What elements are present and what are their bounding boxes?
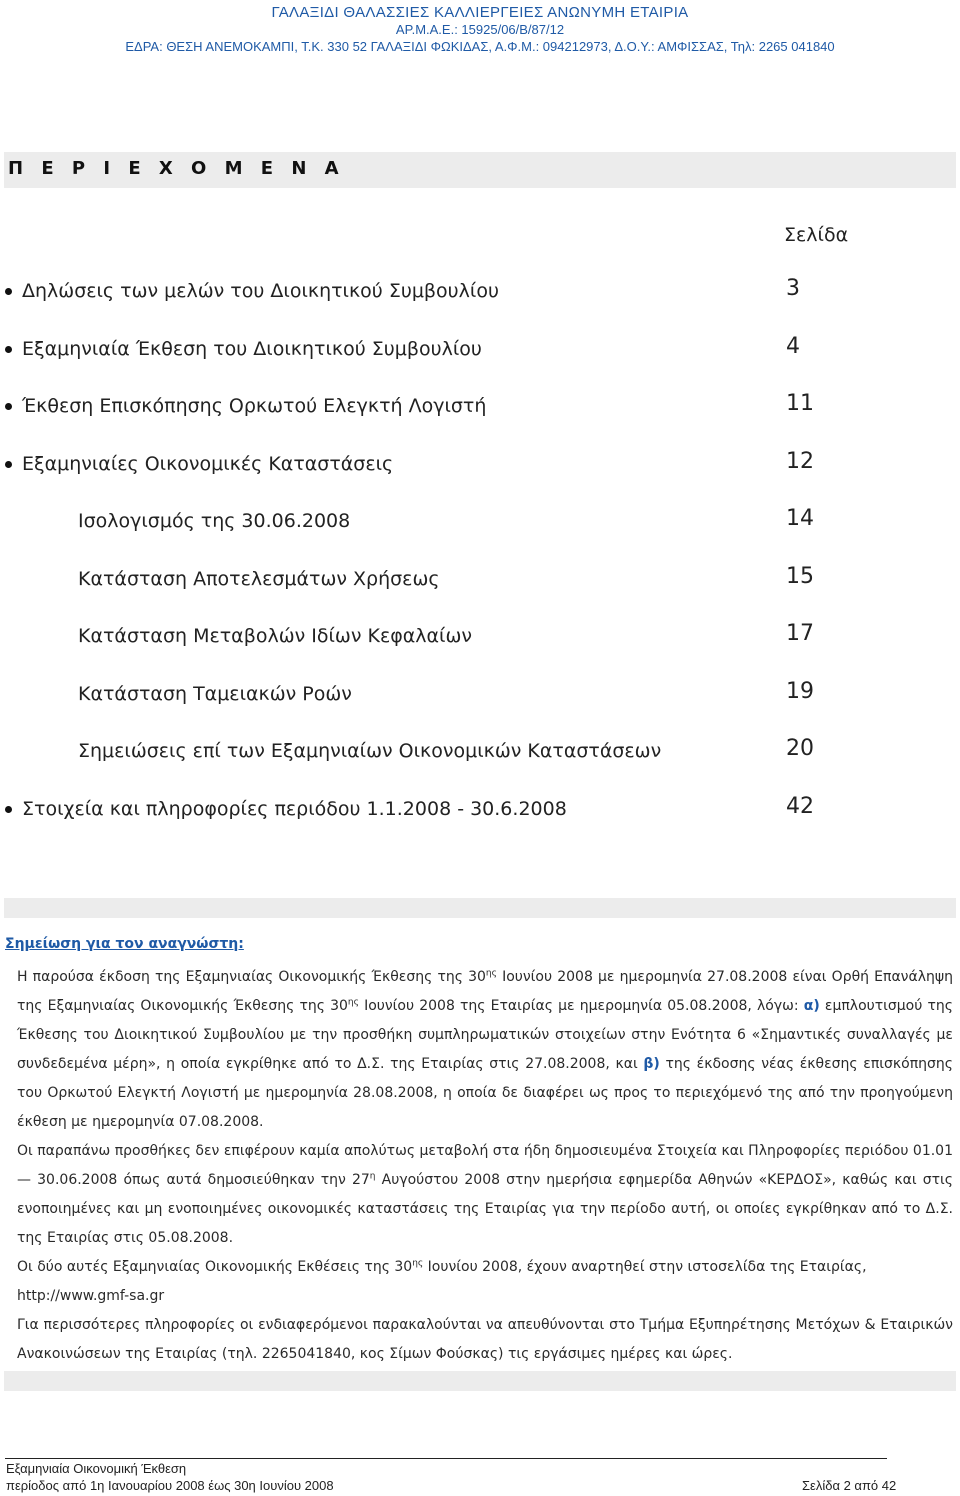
company-address: ΕΔΡΑ: ΘΕΣΗ ΑΝΕΜΟΚΑΜΠΙ, Τ.Κ. 330 52 ΓΑΛΑΞΙΔΙ ΦΩΚΙΔΑΣ, Α.Φ.Μ.: 094212973, Δ.Ο.Υ.: ΑΜΦΙΣΣΑΣ, Τηλ: 2265 041840 xyxy=(125,39,835,54)
toc-item-text: Κατάσταση Αποτελεσμάτων Χρήσεως xyxy=(78,568,440,590)
bullet-icon xyxy=(5,461,12,468)
toc-subitem xyxy=(0,736,960,766)
footer-rule xyxy=(5,1458,887,1459)
toc-item xyxy=(0,276,960,306)
toc-subitem xyxy=(0,506,960,536)
toc-title: Π Ε Ρ Ι Ε Χ Ο Μ Ε Ν Α xyxy=(8,158,345,179)
toc-title-bar xyxy=(4,152,956,188)
toc-subitem xyxy=(0,679,960,709)
note-divider-top xyxy=(4,898,956,918)
note-text: εμπλουτισμού της Έκθεσης του Διοικητικού Συμβουλίου με την προσθήκη συμπληρωματικών στοιχείων στην Ενότητα 6 «Σημαντικές συναλλαγές με συνδεδεμένα μέρη», η οποία εγκρίθηκε από το Δ.Σ. της Εταιρίας στις 27.08.2008, και xyxy=(17,998,954,1072)
toc-item xyxy=(0,794,960,824)
note-marker-alpha: α) xyxy=(803,998,820,1014)
toc-item-page: 14 xyxy=(786,506,814,531)
toc-subitem xyxy=(0,621,960,651)
note-text: Αυγούστου 2008 στην ημερήσια εφημερίδα Αθηνών «ΚΕΡΔΟΣ», καθώς και στις ενοποιημένες και μη ενοποιημένες οικονομικές καταστάσεις της Εταιρίας για την περίοδο αυτή, οι οποίες εγκρίθηκαν από το Δ.Σ. της Εταιρίας στις 05.08.2008. xyxy=(17,1172,953,1246)
footer-doc-title: Εξαμηνιαία Οικονομική Έκθεση xyxy=(6,1461,187,1476)
toc-item xyxy=(0,449,960,479)
toc-item-page: 4 xyxy=(786,334,800,359)
page-column-label: Σελίδα xyxy=(784,224,849,246)
toc-subitem xyxy=(0,564,960,594)
toc-item-page: 19 xyxy=(786,679,814,704)
toc-item-text: Δηλώσεις των μελών του Διοικητικού Συμβουλίου xyxy=(22,280,499,302)
note-paragraph xyxy=(5,1253,953,1311)
company-registry: ΑΡ.Μ.Α.Ε.: 15925/06/Β/87/12 xyxy=(395,22,565,37)
toc-item-text: Κατάσταση Μεταβολών Ιδίων Κεφαλαίων xyxy=(78,625,472,647)
note-text: Ιουνίου 2008 με ημερομηνία 27.08.2008 είναι Ορθή Επανάληψη της Εξαμηνιαίας Οικονομικής Έκθεσης της 30 xyxy=(17,969,953,1014)
note-body xyxy=(5,963,953,1369)
toc-item-page: 42 xyxy=(786,794,814,819)
note-text: της έκδοσης νέας έκθεσης επισκόπησης του Ορκωτού Ελεγκτή Λογιστή με ημερομηνία 28.08.2008, η οποία δε διαφέρει ως προς το περιεχόμενό της από την προηγούμενη έκθεση με ημερομηνία 07.08.2008. xyxy=(17,1056,953,1130)
note-divider-bottom xyxy=(4,1371,956,1391)
note-text: Η παρούσα έκδοση της Εξαμηνιαίας Οικονομικής Έκθεσης της 30 xyxy=(17,969,486,985)
note-marker-beta: β) xyxy=(643,1056,660,1072)
footer-page-number: Σελίδα 2 από 42 xyxy=(802,1478,897,1493)
bullet-icon xyxy=(5,288,12,295)
toc-item-text: Κατάσταση Ταμειακών Ροών xyxy=(78,683,352,705)
note-title: Σημείωση για τον αναγνώστη: xyxy=(5,936,244,952)
superscript: ης xyxy=(412,1258,424,1269)
toc-item-text: Εξαμηνιαία Έκθεση του Διοικητικού Συμβουλίου xyxy=(22,338,482,360)
toc-item-text: Στοιχεία και πληροφορίες περιόδου 1.1.2008 - 30.6.2008 xyxy=(22,798,567,820)
bullet-icon xyxy=(5,403,12,410)
toc-item-page: 11 xyxy=(786,391,814,416)
toc-item-text: Σημειώσεις επί των Εξαμηνιαίων Οικονομικών Καταστάσεων xyxy=(78,740,662,762)
note-paragraph xyxy=(5,963,953,1137)
superscript: ης xyxy=(347,997,359,1008)
toc-item xyxy=(0,391,960,421)
bullet-icon xyxy=(5,346,12,353)
superscript: η xyxy=(369,1171,376,1182)
toc-item-page: 20 xyxy=(786,736,814,761)
toc-item-page: 3 xyxy=(786,276,800,301)
toc-item-text: Εξαμηνιαίες Οικονομικές Καταστάσεις xyxy=(22,453,394,475)
website-link[interactable]: http://www.gmf-sa.gr xyxy=(17,1288,165,1304)
toc-item-page: 17 xyxy=(786,621,814,646)
bullet-icon xyxy=(5,806,12,813)
toc-item-page: 12 xyxy=(786,449,814,474)
toc-item-text: Ισολογισμός της 30.06.2008 xyxy=(78,510,351,532)
note-paragraph: Για περισσότερες πληροφορίες οι ενδιαφερόμενοι παρακαλούνται να απευθύνονται στο Τμήμα Εξυπηρέτησης Μετόχων & Εταιρικών Ανακοινώσεων της Εταιρίας (τηλ. 2265041840, κος Σίμων Φούσκας) τις εργάσιμες ημέρες και ώρες. xyxy=(17,1317,953,1362)
note-text: Οι δύο αυτές Εξαμηνιαίας Οικονομικής Εκθέσεις της 30 xyxy=(17,1259,413,1275)
toc-item-text: Έκθεση Επισκόπησης Ορκωτού Ελεγκτή Λογιστή xyxy=(22,395,487,417)
footer-period: περίοδος από 1η Ιανουαρίου 2008 έως 30η Ιουνίου 2008 xyxy=(6,1478,334,1493)
note-text: Ιουνίου 2008, έχουν αναρτηθεί στην ιστοσελίδα της Εταιρίας, xyxy=(423,1259,867,1275)
superscript: ης xyxy=(485,968,497,979)
toc-item xyxy=(0,334,960,364)
toc-item-page: 15 xyxy=(786,564,814,589)
note-text: Οι παραπάνω προσθήκες δεν επιφέρουν καμία απολύτως μεταβολή στα ήδη δημοσιευμένα Στοιχεία και Πληροφορίες περιόδου 01.01 — 30.06.2008 όπως αυτά δημοσιεύθηκαν την 27 xyxy=(17,1143,953,1188)
note-paragraph xyxy=(5,1137,953,1253)
company-name: ΓΑΛΑΞΙΔΙ ΘΑΛΑΣΣΙΕΣ ΚΑΛΛΙΕΡΓΕΙΕΣ ΑΝΩΝΥΜΗ ΕΤΑΙΡΙΑ xyxy=(271,4,689,21)
note-text: Ιουνίου 2008 της Εταιρίας με ημερομηνία 05.08.2008, λόγω: xyxy=(358,998,804,1014)
